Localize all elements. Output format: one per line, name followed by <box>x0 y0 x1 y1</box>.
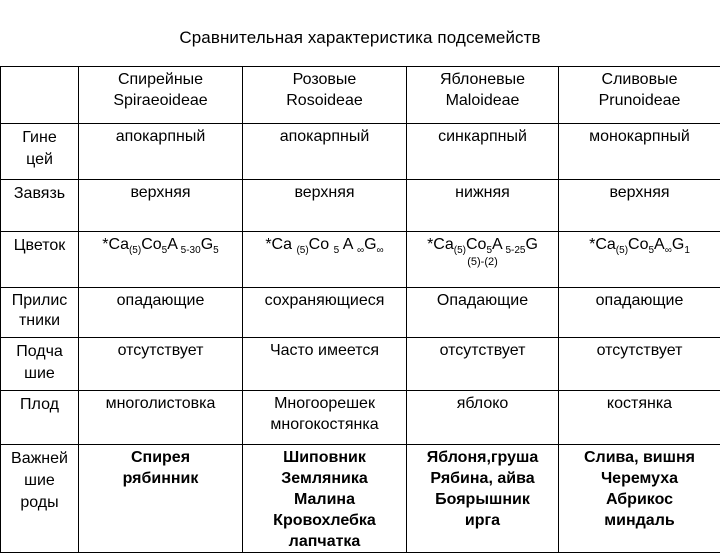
flower-formula-cell <box>559 232 720 288</box>
row-flower <box>1 232 720 288</box>
header-prunoideae <box>559 67 720 124</box>
flower-formula-cell <box>243 232 407 288</box>
table-cell: многолистовка <box>79 391 243 445</box>
row-stipules <box>1 288 720 338</box>
comparison-table <box>0 66 720 553</box>
row-gynoecium <box>1 124 720 180</box>
header-maloideae <box>407 67 559 124</box>
header-spiraeoideae <box>79 67 243 124</box>
header-name-ru: Розовые <box>245 69 404 90</box>
flower-formula: $*Ca_{(5)}Co_5A_\infty G_1$ <box>589 236 690 253</box>
header-name-lat: Prunoideae <box>561 90 718 111</box>
row-label: Цветок <box>1 232 79 288</box>
header-name-lat: Maloideae <box>409 90 556 111</box>
header-name-ru: Яблоневые <box>409 69 556 90</box>
row-label: Завязь <box>1 180 79 232</box>
table-cell: Слива, вишня Черемуха Абрикос миндаль <box>559 445 720 553</box>
header-name-lat: Spiraeoideae <box>81 90 240 111</box>
flower-formula: $*Ca_{(5)}Co_5A$ $_{5-25}$G <box>427 236 538 253</box>
table-cell: сохраняющиеся <box>243 288 407 338</box>
header-name-ru: Сливовые <box>561 69 718 90</box>
table-cell: Шиповник Земляника Малина Кровохлебка лапчатка <box>243 445 407 553</box>
row-label: Важней шие роды <box>1 445 79 553</box>
table-cell: Яблоня,груша Рябина, айва Боярышник ирга <box>407 445 559 553</box>
table-cell: Многоорешек многокостянка <box>243 391 407 445</box>
row-label: Подча шие <box>1 338 79 391</box>
row-fruit <box>1 391 720 445</box>
header-rosoideae <box>243 67 407 124</box>
table-cell: костянка <box>559 391 720 445</box>
flower-formula-cell <box>79 232 243 288</box>
row-label: Плод <box>1 391 79 445</box>
table-cell: Часто имеется <box>243 338 407 391</box>
formula-note: (5)-(2) <box>409 255 556 269</box>
flower-formula-cell <box>407 232 559 288</box>
row-label: Гине цей <box>1 124 79 180</box>
table-cell: опадающие <box>559 288 720 338</box>
flower-formula: $*Ca_{(5)}Co_5A$ $_{5-30}G_5$ <box>102 236 218 253</box>
table-cell: верхняя <box>559 180 720 232</box>
table-cell: монокарпный <box>559 124 720 180</box>
header-row <box>1 67 720 124</box>
header-name-ru: Спирейные <box>81 69 240 90</box>
table-cell: верхняя <box>79 180 243 232</box>
row-genera <box>1 445 720 553</box>
flower-formula: *Ca $_{(5)}$Co $_5$ A $_\infty G_\infty$ <box>265 236 383 253</box>
table-cell: нижняя <box>407 180 559 232</box>
row-hypanthium <box>1 338 720 391</box>
table-cell: Спирея рябинник <box>79 445 243 553</box>
table-cell: опадающие <box>79 288 243 338</box>
table-cell: отсутствует <box>407 338 559 391</box>
table-cell: апокарпный <box>243 124 407 180</box>
table-cell: апокарпный <box>79 124 243 180</box>
row-ovary <box>1 180 720 232</box>
table-cell: синкарпный <box>407 124 559 180</box>
table-cell: яблоко <box>407 391 559 445</box>
row-label: Прилис тники <box>1 288 79 338</box>
table-cell: верхняя <box>243 180 407 232</box>
table-cell: отсутствует <box>79 338 243 391</box>
table-cell: Опадающие <box>407 288 559 338</box>
slide-title: Сравнительная характеристика подсемейств <box>0 28 720 48</box>
table-cell: отсутствует <box>559 338 720 391</box>
corner-cell <box>1 67 79 124</box>
header-name-lat: Rosoideae <box>245 90 404 111</box>
